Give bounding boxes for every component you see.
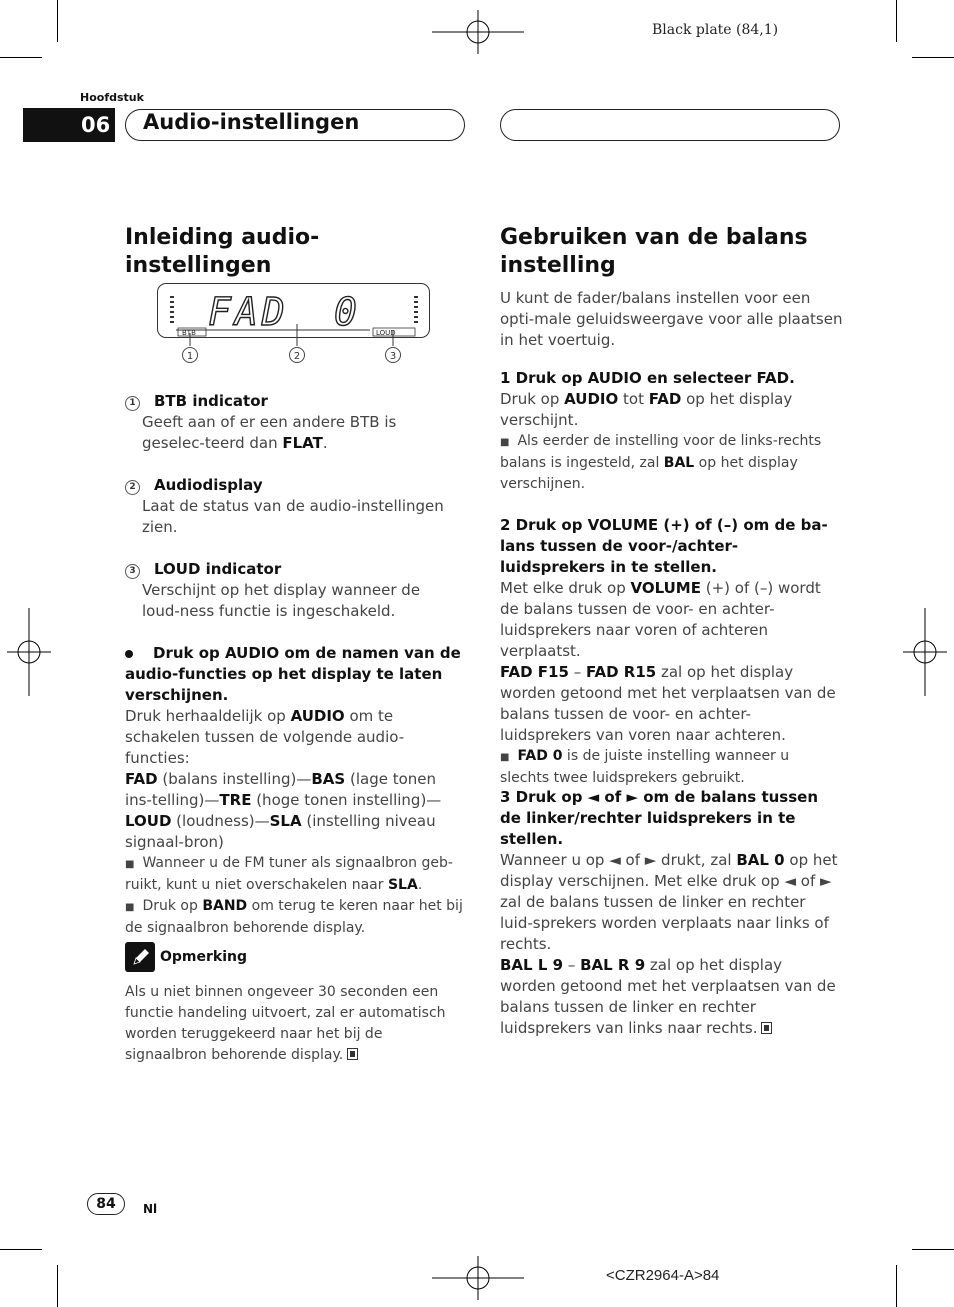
crop-mark xyxy=(0,57,42,58)
fn-sla: SLA xyxy=(269,812,302,830)
step-text: op het display verschijnen. Met elke druk op ◄ of ► zal de balans tussen de linker en rechter luid-sprekers worden verplaats naar links of rechts. xyxy=(500,851,838,953)
chapter-title: Audio-instellingen xyxy=(143,110,360,134)
fn-tre-desc: (hoge tonen instelling)— xyxy=(251,791,442,809)
audio-step-text: Druk herhaaldelijk op xyxy=(125,707,291,725)
crop-mark xyxy=(896,0,897,42)
chapter-label: Hoofdstuk xyxy=(80,91,144,104)
indicator-text: Laat de status van de audio-instellingen zien. xyxy=(142,497,444,536)
note-text: Wanneer u de FM tuner als signaalbron geb-ruikt, kunt u niet overschakelen naar xyxy=(125,855,453,893)
note-bold: BAND xyxy=(202,898,248,914)
indicator-title: LOUD indicator xyxy=(154,560,282,578)
step-3-heading: 3 Druk op ◄ of ► om de balans tussen de linker/rechter luidsprekers in te stellen. xyxy=(500,788,819,848)
note-2: ■ Druk op BAND om terug te keren naar het bij de signaalbron behorende display. xyxy=(125,898,463,936)
document-code: <CZR2964-A>84 xyxy=(606,1267,720,1284)
fn-loud-desc: (loudness)— xyxy=(171,812,270,830)
fn-fad-desc: (balans instelling)— xyxy=(157,770,312,788)
step-text: zal op het display worden getoond met het verplaatsen van de balans tussen de voor- en achter-luidsprekers van voren naar achteren. xyxy=(500,663,836,744)
fn-bas: BAS xyxy=(311,770,346,788)
callout-1: 1 xyxy=(186,351,194,362)
audio-step-bold: AUDIO xyxy=(290,707,345,725)
step-text: – xyxy=(568,663,586,681)
note-bold: BAL xyxy=(663,455,695,471)
step-bold: BAL R 9 xyxy=(580,956,646,974)
crop-mark xyxy=(896,1265,897,1307)
note-text: om terug te keren naar het bij de signaalbron behorende display. xyxy=(125,898,463,936)
note-text: op het display verschijnen. xyxy=(500,455,798,492)
step-text: Druk op xyxy=(500,390,565,408)
registration-mark-right xyxy=(903,608,947,696)
audio-step-text: om te schakelen tussen de volgende audio-functies: xyxy=(125,707,405,767)
remark xyxy=(125,942,465,1066)
note-text: Als eerder de instelling voor de links-rechts balans is ingesteld, zal xyxy=(500,433,822,471)
note-bold: SLA xyxy=(387,877,418,893)
indicator-number: 3 xyxy=(125,564,140,579)
indicator-number: 2 xyxy=(125,480,140,495)
fn-bas-desc: (lage tonen ins-telling)— xyxy=(125,770,437,809)
note-text: Druk op xyxy=(142,898,203,914)
fn-loud: LOUD xyxy=(125,812,172,830)
audio-step-heading: Druk op AUDIO om de namen van de audio-functies op het display te laten verschijnen. xyxy=(125,644,461,704)
indicator-title: BTB indicator xyxy=(154,392,268,410)
registration-mark-bottom xyxy=(432,1256,524,1300)
step-2-note: ■ FAD 0 is de juiste instelling wanneer u slechts twee luidsprekers gebruikt. xyxy=(500,748,790,786)
fn-sla-desc: (instelling niveau signaal-bron) xyxy=(125,812,436,851)
indicator-2 xyxy=(125,475,460,538)
crop-mark xyxy=(912,1249,954,1250)
indicator-text: Geeft aan of er een andere BTB is geselec-teerd dan xyxy=(142,413,397,452)
display-fad-text: FAD xyxy=(208,290,289,334)
left-heading: Inleiding audio-instellingen xyxy=(125,225,320,278)
step-1-heading: 1 Druk op AUDIO en selecteer FAD. xyxy=(500,369,795,387)
step-text: (+) of (–) wordt de balans tussen de voor- en achter-luidsprekers naar voren of achteren verplaatst. xyxy=(500,579,821,660)
registration-mark-left xyxy=(7,608,51,696)
fn-fad: FAD xyxy=(125,770,158,788)
step-text: zal op het display worden getoond met het verplaatsen van de balans tussen de linker en rechter luidsprekers van links naar rechts. xyxy=(500,956,836,1037)
crop-mark xyxy=(57,1265,58,1307)
indicator-text-bold: FLAT xyxy=(282,434,323,452)
step-text: op het display verschijnt. xyxy=(500,390,793,429)
right-intro: U kunt de fader/balans instellen voor een opti-male geluidsweergave voor alle plaatsen in het voertuig. xyxy=(500,289,843,349)
step-2-heading: 2 Druk op VOLUME (+) of (–) om de ba-lans tussen de voor-/achter-luidsprekers in te stellen. xyxy=(500,516,828,576)
step-1 xyxy=(500,368,842,495)
remark-title: Opmerking xyxy=(160,949,248,965)
step-bold: AUDIO xyxy=(564,390,619,408)
callout-3: 3 xyxy=(389,351,397,362)
language-code: Nl xyxy=(143,1202,158,1216)
step-bold: BAL 0 xyxy=(736,851,785,869)
end-mark-icon xyxy=(347,1048,358,1060)
end-mark-icon xyxy=(761,1022,772,1034)
audio-step xyxy=(125,643,465,939)
pencil-icon xyxy=(125,942,155,972)
indicator-number: 1 xyxy=(125,396,140,411)
audio-function-list xyxy=(125,769,465,853)
crop-mark xyxy=(0,1249,42,1250)
step-bold: FAD F15 xyxy=(500,663,569,681)
chapter-number-box xyxy=(23,108,115,142)
display-value-text: 0 xyxy=(334,290,357,334)
page-number-pill xyxy=(87,1193,125,1215)
step-bold: BAL L 9 xyxy=(500,956,564,974)
step-bold: FAD R15 xyxy=(585,663,657,681)
callout-2: 2 xyxy=(293,351,301,362)
right-heading: Gebruiken van de balans instelling xyxy=(500,225,808,278)
crop-mark xyxy=(912,57,954,58)
step-3 xyxy=(500,787,842,1039)
display-loud-label: LOUD xyxy=(376,329,396,337)
right-header-pill xyxy=(500,109,840,141)
step-bold: VOLUME xyxy=(630,579,701,597)
display-callouts xyxy=(170,320,410,368)
crop-mark xyxy=(57,0,58,42)
left-heading-wrap xyxy=(125,224,465,280)
indicator-3 xyxy=(125,559,460,622)
step-text: Wanneer u op ◄ of ► drukt, zal xyxy=(500,851,737,869)
indicator-title: Audiodisplay xyxy=(154,476,263,494)
right-section xyxy=(500,224,845,351)
note-text: is de juiste instelling wanneer u slechts twee luidsprekers gebruikt. xyxy=(500,748,790,786)
step-text: – xyxy=(563,956,581,974)
step-2 xyxy=(500,515,842,789)
step-text: tot xyxy=(618,390,649,408)
note-1: ■ Wanneer u de FM tuner als signaalbron geb-ruikt, kunt u niet overschakelen naar SLA. xyxy=(125,855,453,893)
page-number: 84 xyxy=(96,1196,116,1212)
step-text: Met elke druk op xyxy=(500,579,631,597)
indicator-text: . xyxy=(322,434,328,452)
bullet-dot xyxy=(125,650,133,658)
step-bold: FAD xyxy=(648,390,682,408)
indicator-text: Verschijnt op het display wanneer de loud-ness functie is ingeschakeld. xyxy=(142,581,421,620)
note-bold: FAD 0 xyxy=(517,748,563,764)
chapter-number: 06 xyxy=(81,113,111,137)
indicator-1 xyxy=(125,391,460,454)
fn-tre: TRE xyxy=(219,791,252,809)
step-1-note: ■ Als eerder de instelling voor de links-rechts balans is ingesteld, zal BAL op het display verschijnen. xyxy=(500,433,822,492)
registration-mark-top xyxy=(432,10,524,54)
display-btb-label: BTB xyxy=(182,329,196,337)
note-text: . xyxy=(417,877,423,893)
remark-text: Als u niet binnen ongeveer 30 seconden een functie handeling uitvoert, zal er automatisch worden teruggekeerd naar het bij de signaalbron behorende display. xyxy=(125,984,446,1063)
plate-label: Black plate (84,1) xyxy=(652,22,779,38)
